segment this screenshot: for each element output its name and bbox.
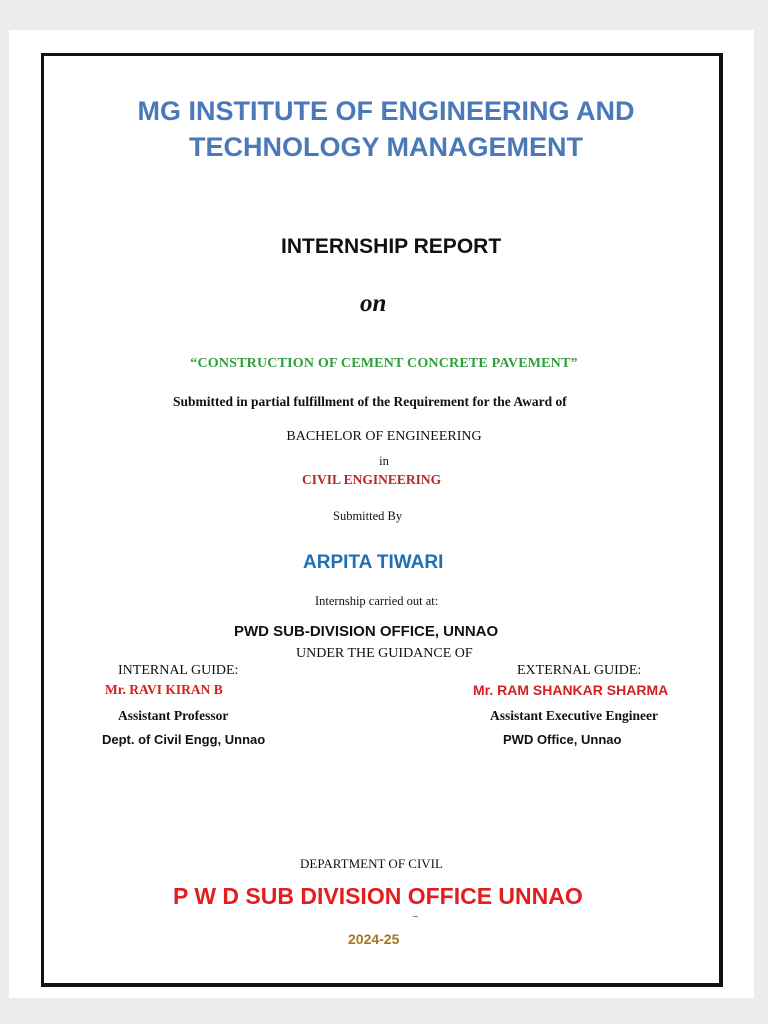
footer-dash: – [413, 911, 418, 922]
internal-guide-name: Mr. RAVI KIRAN B [105, 682, 223, 697]
project-title: “CONSTRUCTION OF CEMENT CONCRETE PAVEMENT” [190, 356, 578, 371]
internship-office: PWD SUB-DIVISION OFFICE, UNNAO [234, 623, 499, 640]
institute-line-1: MG INSTITUTE OF ENGINEERING AND [137, 96, 635, 126]
institute-name [0, 93, 768, 165]
department-line: DEPARTMENT OF CIVIL [300, 856, 443, 871]
internship-location-label: Internship carried out at: [315, 594, 439, 608]
degree-in: in [379, 454, 389, 468]
fulfillment-statement: Submitted in partial fulfillment of the Requirement for the Award of [173, 394, 567, 409]
submitted-by-label: Submitted By [333, 509, 403, 523]
guidance-heading: UNDER THE GUIDANCE OF [296, 646, 473, 661]
internal-guide-dept: Dept. of Civil Engg, Unnao [102, 732, 266, 747]
academic-year: 2024-25 [348, 931, 400, 947]
external-guide-role: Assistant Executive Engineer [490, 708, 658, 723]
external-guide-heading: EXTERNAL GUIDE: [517, 663, 642, 678]
student-name: ARPITA TIWARI [303, 552, 444, 573]
internal-guide-heading: INTERNAL GUIDE: [118, 663, 239, 678]
report-on: on [360, 290, 387, 317]
branch-name: CIVIL ENGINEERING [302, 472, 442, 487]
degree-name: BACHELOR OF ENGINEERING [286, 429, 482, 444]
institute-line-2: TECHNOLOGY MANAGEMENT [188, 132, 583, 162]
footer-office-name: P W D SUB DIVISION OFFICE UNNAO [173, 883, 583, 909]
report-title: INTERNSHIP REPORT [281, 235, 502, 258]
internal-guide-role: Assistant Professor [118, 708, 229, 723]
external-guide-dept: PWD Office, Unnao [503, 732, 622, 747]
external-guide-name: Mr. RAM SHANKAR SHARMA [473, 682, 669, 698]
